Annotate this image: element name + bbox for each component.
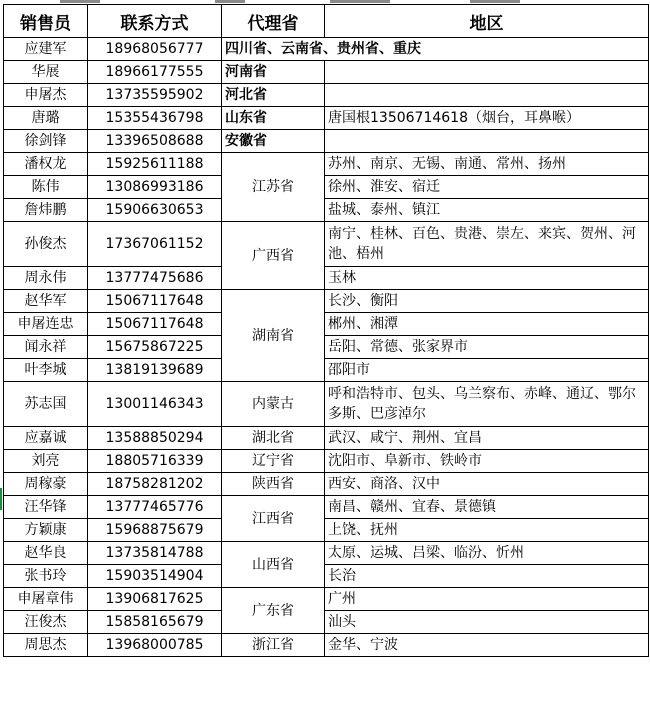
phone-cell[interactable]: 15925611188 [88, 153, 222, 176]
table-row [4, 473, 649, 496]
header-contact[interactable]: 联系方式 [88, 5, 222, 38]
salesperson-cell[interactable]: 申屠章伟 [4, 588, 88, 611]
province-cell[interactable]: 河南省 [222, 61, 325, 84]
salesperson-cell[interactable]: 汪华锋 [4, 496, 88, 519]
table-row [4, 542, 649, 565]
province-cell[interactable]: 山西省 [222, 542, 325, 588]
table-row [4, 519, 649, 542]
table-row [4, 222, 649, 267]
phone-cell[interactable]: 13086993186 [88, 176, 222, 199]
salesperson-cell[interactable]: 应建军 [4, 38, 88, 61]
salesperson-cell[interactable]: 方颖康 [4, 519, 88, 542]
salesperson-cell[interactable]: 赵华良 [4, 542, 88, 565]
top-strip-segment [470, 0, 520, 3]
region-cell[interactable]: 上饶、抚州 [325, 519, 649, 542]
region-cell[interactable] [325, 61, 649, 84]
table-row [4, 588, 649, 611]
top-strip-segment [60, 0, 100, 3]
phone-cell[interactable]: 13968000785 [88, 634, 222, 657]
salesperson-cell[interactable]: 陈伟 [4, 176, 88, 199]
phone-cell[interactable]: 13735814788 [88, 542, 222, 565]
salesperson-cell[interactable]: 孙俊杰 [4, 222, 88, 267]
table-row [4, 290, 649, 313]
table-row [4, 313, 649, 336]
province-cell[interactable]: 河北省 [222, 84, 325, 107]
phone-cell[interactable]: 15067117648 [88, 290, 222, 313]
region-cell[interactable]: 长沙、衡阳 [325, 290, 649, 313]
region-cell[interactable]: 徐州、淮安、宿迁 [325, 176, 649, 199]
table-row [4, 38, 649, 61]
table-row [4, 61, 649, 84]
phone-cell[interactable]: 18966177555 [88, 61, 222, 84]
table-row [4, 359, 649, 382]
province-cell[interactable]: 湖南省 [222, 290, 325, 382]
salesperson-cell[interactable]: 汪俊杰 [4, 611, 88, 634]
salesperson-cell[interactable]: 唐璐 [4, 107, 88, 130]
region-cell[interactable]: 太原、运城、吕梁、临汾、忻州 [325, 542, 649, 565]
region-cell[interactable]: 郴州、湘潭 [325, 313, 649, 336]
salesperson-cell[interactable]: 叶李城 [4, 359, 88, 382]
phone-cell[interactable]: 15906630653 [88, 199, 222, 222]
salesperson-cell[interactable]: 应嘉诚 [4, 427, 88, 450]
salesperson-cell[interactable]: 申屠连忠 [4, 313, 88, 336]
header-province[interactable]: 代理省 [222, 5, 325, 38]
table-row [4, 107, 649, 130]
table-row [4, 130, 649, 153]
region-cell[interactable]: 苏州、南京、无锡、南通、常州、扬州 [325, 153, 649, 176]
table-row [4, 427, 649, 450]
phone-cell[interactable]: 13001146343 [88, 382, 222, 427]
table-row [4, 450, 649, 473]
province-cell[interactable]: 安徽省 [222, 130, 325, 153]
table-row [4, 382, 649, 427]
phone-cell[interactable]: 13588850294 [88, 427, 222, 450]
salesperson-cell[interactable]: 闻永祥 [4, 336, 88, 359]
phone-cell[interactable]: 13777465776 [88, 496, 222, 519]
salesperson-cell[interactable]: 赵华军 [4, 290, 88, 313]
sales-agent-table [3, 4, 649, 657]
table-row [4, 153, 649, 176]
table-row [4, 336, 649, 359]
region-cell[interactable] [325, 130, 649, 153]
province-cell[interactable]: 山东省 [222, 107, 325, 130]
region-cell[interactable]: 玉林 [325, 267, 649, 290]
region-cell[interactable]: 西安、商洛、汉中 [325, 473, 649, 496]
table-row [4, 496, 649, 519]
salesperson-cell[interactable]: 申屠杰 [4, 84, 88, 107]
province-cell[interactable]: 四川省、云南省、贵州省、重庆 [222, 38, 649, 61]
salesperson-cell[interactable]: 刘亮 [4, 450, 88, 473]
region-cell[interactable]: 武汉、咸宁、荆州、宜昌 [325, 427, 649, 450]
region-cell[interactable]: 汕头 [325, 611, 649, 634]
province-cell[interactable]: 江西省 [222, 496, 325, 542]
phone-cell[interactable]: 13396508688 [88, 130, 222, 153]
salesperson-cell[interactable]: 华展 [4, 61, 88, 84]
phone-cell[interactable]: 15903514904 [88, 565, 222, 588]
region-cell[interactable]: 广州 [325, 588, 649, 611]
region-cell[interactable]: 南宁、桂林、百色、贵港、崇左、来宾、贺州、河池、梧州 [325, 222, 649, 267]
table-row [4, 199, 649, 222]
salesperson-cell[interactable]: 周永伟 [4, 267, 88, 290]
top-strip-segment [215, 0, 245, 3]
region-cell[interactable]: 盐城、泰州、镇江 [325, 199, 649, 222]
table-row [4, 267, 649, 290]
phone-cell[interactable]: 13777475686 [88, 267, 222, 290]
phone-cell[interactable]: 17367061152 [88, 222, 222, 267]
region-cell[interactable]: 金华、宁波 [325, 634, 649, 657]
phone-cell[interactable]: 15858165679 [88, 611, 222, 634]
salesperson-cell[interactable]: 周稼豪 [4, 473, 88, 496]
table-row [4, 176, 649, 199]
province-cell[interactable]: 广东省 [222, 588, 325, 634]
phone-cell[interactable]: 18758281202 [88, 473, 222, 496]
province-cell[interactable]: 广西省 [222, 222, 325, 290]
salesperson-cell[interactable]: 张书玲 [4, 565, 88, 588]
header-region[interactable]: 地区 [325, 5, 649, 38]
region-cell[interactable]: 长治 [325, 565, 649, 588]
phone-cell[interactable]: 18968056777 [88, 38, 222, 61]
top-strip-segment [330, 0, 390, 3]
salesperson-cell[interactable]: 詹炜鹏 [4, 199, 88, 222]
table-row [4, 565, 649, 588]
region-cell[interactable]: 唐国根13506714618（烟台，耳鼻喉） [325, 107, 649, 130]
region-cell[interactable]: 邵阳市 [325, 359, 649, 382]
province-cell[interactable]: 湖北省 [222, 427, 325, 450]
province-cell[interactable]: 江苏省 [222, 153, 325, 222]
salesperson-cell[interactable]: 徐剑锋 [4, 130, 88, 153]
phone-cell[interactable]: 13819139689 [88, 359, 222, 382]
province-cell[interactable]: 辽宁省 [222, 450, 325, 473]
region-cell[interactable]: 南昌、赣州、宜春、景德镇 [325, 496, 649, 519]
salesperson-cell[interactable]: 周思杰 [4, 634, 88, 657]
province-cell[interactable]: 浙江省 [222, 634, 325, 657]
phone-cell[interactable]: 18805716339 [88, 450, 222, 473]
province-cell[interactable]: 陕西省 [222, 473, 325, 496]
province-cell[interactable]: 内蒙古 [222, 382, 325, 427]
table-row [4, 634, 649, 657]
phone-cell[interactable]: 15355436798 [88, 107, 222, 130]
header-sales[interactable]: 销售员 [4, 5, 88, 38]
table-row [4, 84, 649, 107]
salesperson-cell[interactable]: 苏志国 [4, 382, 88, 427]
phone-cell[interactable]: 13735595902 [88, 84, 222, 107]
table-row [4, 611, 649, 634]
salesperson-cell[interactable]: 潘权龙 [4, 153, 88, 176]
phone-cell[interactable]: 15968875679 [88, 519, 222, 542]
phone-cell[interactable]: 13906817625 [88, 588, 222, 611]
header-row [4, 5, 649, 38]
phone-cell[interactable]: 15067117648 [88, 313, 222, 336]
region-cell[interactable]: 岳阳、常德、张家界市 [325, 336, 649, 359]
row-selection-marker [0, 488, 2, 510]
region-cell[interactable]: 呼和浩特市、包头、乌兰察布、赤峰、通辽、鄂尔多斯、巴彦淖尔 [325, 382, 649, 427]
phone-cell[interactable]: 15675867225 [88, 336, 222, 359]
region-cell[interactable]: 沈阳市、阜新市、铁岭市 [325, 450, 649, 473]
region-cell[interactable] [325, 84, 649, 107]
